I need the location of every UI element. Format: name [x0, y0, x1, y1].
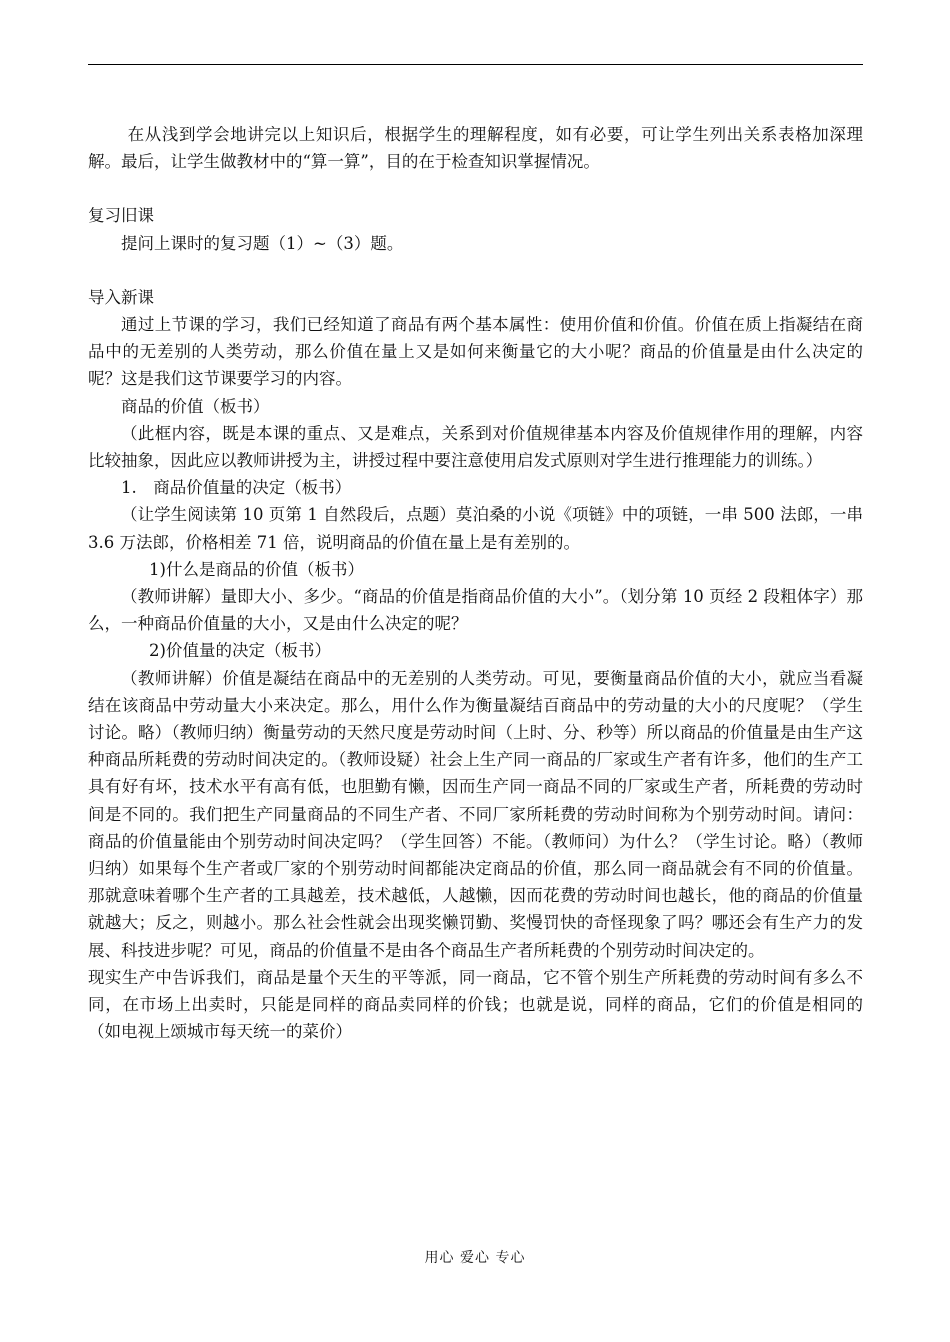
- section-heading-new-lesson: 导入新课: [88, 287, 154, 307]
- board-title-commodity-value: 商品的价值（板书）: [121, 396, 270, 416]
- paragraph-review: 提问上课时的复习题（1）~（3）题。: [121, 233, 404, 253]
- paragraph-necklace-example: （让学生阅读第 10 页第 1 自然段后，点题）莫泊桑的小说《项链》中的项链，一串 500 法郎，一串 3.6 万法郎，价格相差 71 倍，说明商品的价值在量上是有差别的。: [88, 505, 863, 552]
- header-rule: [88, 64, 863, 65]
- board-item-1: 1. 商品价值量的决定（板书）: [121, 478, 352, 498]
- paragraph-market-practice: 现实生产中告诉我们，商品是量个天生的平等派，同一商品，它不管个别生产所耗费的劳动时间有多么不同，在市场上出卖时，只能是同样的商品卖同样的价钱；也就是说，同样的商品，它们的价值是相同的（如电视上颂城市每天统一的菜价）: [88, 967, 863, 1042]
- board-subitem-1: 1)什么是商品的价值（板书）: [149, 559, 364, 579]
- page-footer: 用心 爱心 专心: [424, 1250, 526, 1266]
- section-heading-review: 复习旧课: [88, 206, 154, 226]
- board-subitem-2: 2)价值量的决定（板书）: [149, 641, 331, 661]
- paragraph-intro: 在从浅到学会地讲完以上知识后，根据学生的理解程度，如有必要，可让学生列出关系表格加深理解。最后，让学生做教材中的“算一算”，目的在于检查知识掌握情况。: [88, 125, 863, 172]
- paragraph-value-determination: （教师讲解）价值是凝结在商品中的无差别的人类劳动。可见，要衡量商品价值的大小，就应当看凝结在该商品中劳动量大小来决定。那么，用什么作为衡量凝结百商品中的劳动量的大小的尺度呢？（学生讨论。略）（教师归纳）衡量劳动的天然尺度是劳动时间（上时、分、秒等）所以商品的价值量是由生产这种商品所耗费的劳动时间决定的。（教师设疑）社会上生产同一商品的厂家或生产者有许多，他们的生产工具有好有坏，技术水平有高有低，也胆勤有懒，因而生产同一商品不同的厂家或生产者，所耗费的劳动时间是不同的。我们把生产同量商品的不同生产者、不同厂家所耗费的劳动时间称为个别劳动时间。请问：商品的价值量能由个别劳动时间决定吗？（学生回答）不能。（教师问）为什么？（学生讨论。略）（教师归纳）如果每个生产者或厂家的个别劳动时间都能决定商品的价值，那么同一商品就会有不同的价值量。那就意味着哪个生产者的工具越差，技术越低，人越懒，因而花费的劳动时间也越长，他的商品的价值量就越大；反之，则越小。那么社会性就会出现奖懒罚勤、奖慢罚快的奇怪现象了吗？哪还会有生产力的发展、科技进步呢？可见，商品的价值量不是由各个商品生产者所耗费的个别劳动时间决定的。: [88, 668, 863, 960]
- paragraph-value-definition: （教师讲解）量即大小、多少。“商品的价值是指商品价值的大小”。（划分第 10 页经 2 段粗体字）那么，一种商品价值量的大小，又是由什么决定的呢？: [88, 587, 863, 634]
- paragraph-lesson-intro: 通过上节课的学习，我们已经知道了商品有两个基本属性：使用价值和价值。价值在质上指凝结在商品中的无差别的人类劳动，那么价值在量上又是如何来衡量它的大小呢？商品的价值量是由什么决定的呢？这是我们这节课要学习的内容。: [88, 315, 863, 389]
- document-body: [88, 121, 863, 1046]
- paragraph-teaching-note: （此框内容，既是本课的重点、又是难点，关系到对价值规律基本内容及价值规律作用的理解，内容比较抽象，因此应以教师讲授为主，讲授过程中要注意使用启发式原则对学生进行推理能力的训练。）: [88, 423, 863, 471]
